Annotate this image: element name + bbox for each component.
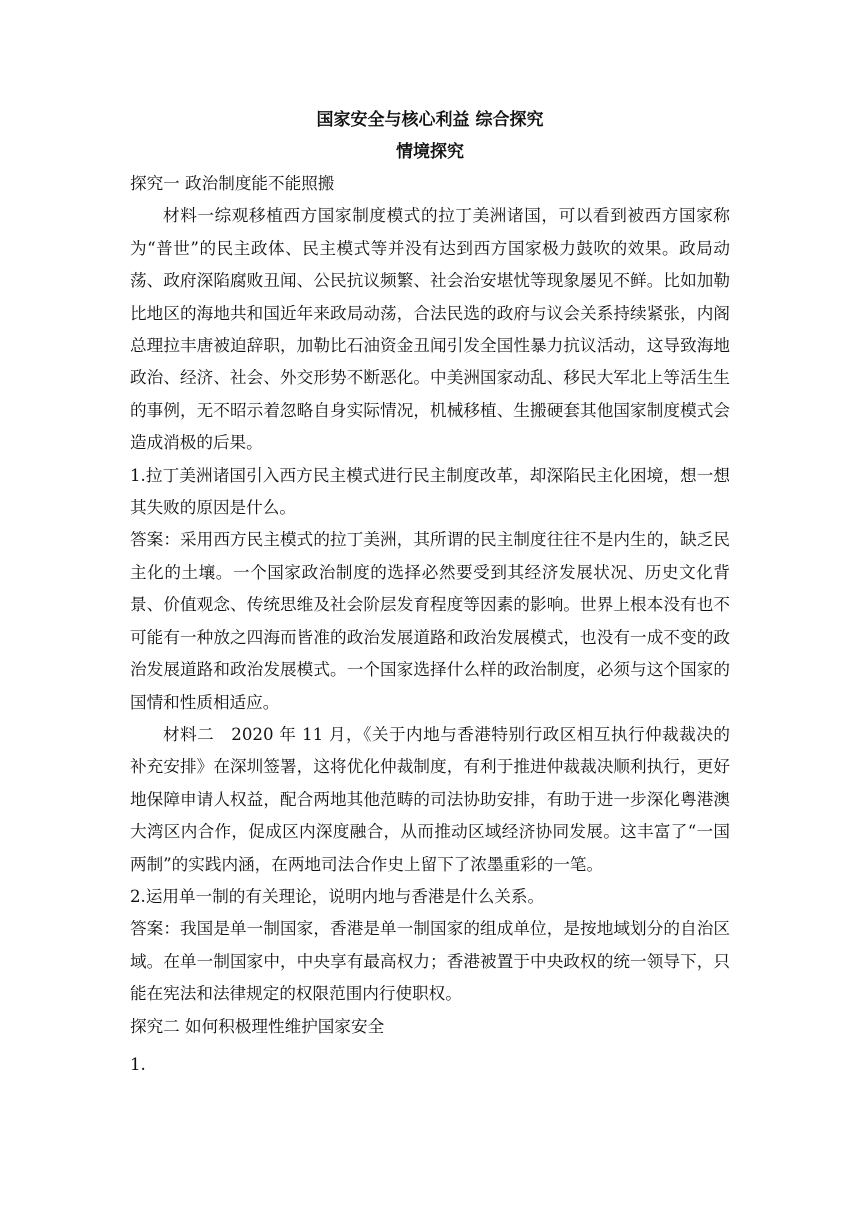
- document-page: [130, 104, 730, 1081]
- material-two-paragraph: 材料二 2020 年 11 月，《关于内地与香港特别行政区相互执行仲裁裁决的补充安排》在深圳签署，这将优化仲裁制度，有利于推进仲裁裁决顺利执行，更好地保障申请人权益，配合两地其他范畴的司法协助安排，有助于进一步深化粤港澳大湾区内合作，促成区内深度融合，从而推动区域经济协同发展。这丰富了“一国两制”的实践内涵，在两地司法合作史上留下了浓墨重彩的一笔。: [130, 724, 730, 874]
- question-two: 2.运用单一制的有关理论，说明内地与香港是什么关系。: [130, 886, 545, 906]
- answer-one: 答案：采用西方民主模式的拉丁美洲，其所谓的民主制度往往不是内生的，缺乏民主化的土壤。一个国家政治制度的选择必然要受到其经济发展状况、历史文化背景、价值观念、传统思维及社会阶层发育程度等因素的影响。世界上根本没有也不可能有一种放之四海而皆准的政治发展道路和政治发展模式，也没有一成不变的政治发展道路和政治发展模式。一个国家选择什么样的政治制度，必须与这个国家的国情和性质相适应。: [130, 530, 730, 712]
- question-one: 1.拉丁美洲诸国引入西方民主模式进行民主制度改革，却深陷民主化困境，想一想其失败的原因是什么。: [130, 465, 730, 518]
- section-subtitle: 情境探究: [396, 142, 464, 162]
- inquiry-two-item-one: 1.: [130, 1054, 146, 1074]
- document-title: 国家安全与核心利益 综合探究: [316, 110, 544, 130]
- answer-two: 答案：我国是单一制国家，香港是单一制国家的组成单位，是按地域划分的自治区域。在单一制国家中，中央享有最高权力；香港被置于中央政权的统一领导下，只能在宪法和法律规定的权限范围内行使职权。: [130, 919, 730, 1004]
- inquiry-one-heading: 探究一 政治制度能不能照搬: [130, 174, 335, 193]
- inquiry-two-heading: 探究二 如何积极理性维护国家安全: [130, 1016, 385, 1036]
- material-one-paragraph: 材料一综观移植西方国家制度模式的拉丁美洲诸国，可以看到被西方国家称为“普世”的民主政体、民主模式等并没有达到西方国家极力鼓吹的效果。政局动荡、政府深陷腐败丑闻、公民抗议频繁、社会治安堪忧等现象屡见不鲜。比如加勒比地区的海地共和国近年来政局动荡，合法民选的政府与议会关系持续紧张，内阁总理拉丰唐被迫辞职，加勒比石油资金丑闻引发全国性暴力抗议活动，这导致海地政治、经济、社会、外交形势不断恶化。中美洲国家动乱、移民大军北上等活生生的事例，无不昭示着忽略自身实际情况，机械移植、生搬硬套其他国家制度模式会造成消极的后果。: [130, 206, 730, 453]
